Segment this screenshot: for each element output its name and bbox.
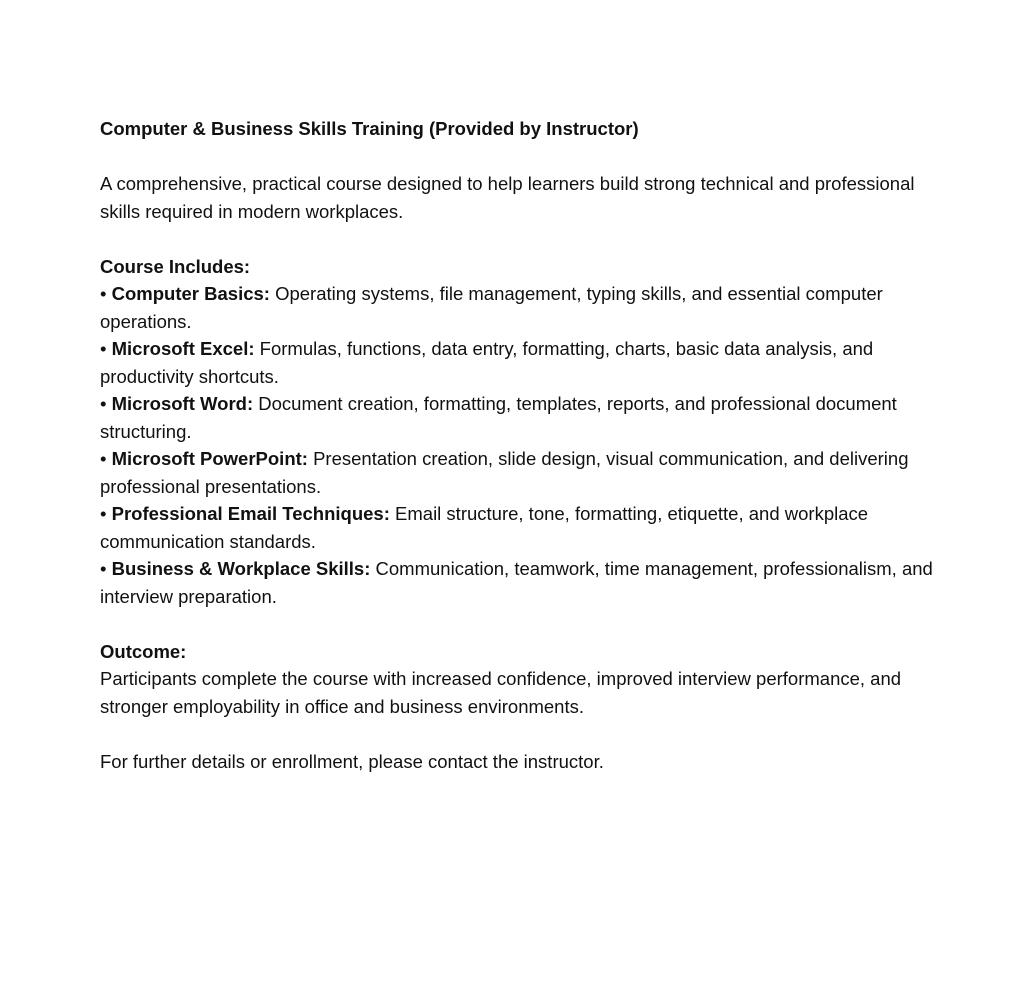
list-item-description: Presentation creation, slide design, visual communication, and delivering professional presentations.: [100, 448, 909, 497]
list-item-description: Communication, teamwork, time management, professionalism, and interview preparation.: [100, 558, 933, 607]
list-item: [100, 555, 945, 610]
course-includes-heading: Course Includes:: [100, 255, 251, 277]
list-item-title: Microsoft Excel:: [111, 338, 255, 359]
list-item-description: Email structure, tone, formatting, etiquette, and workplace communication standards.: [100, 503, 869, 552]
spacer: [100, 610, 945, 638]
bullet-icon: •: [100, 558, 107, 579]
course-includes-list: [100, 280, 945, 610]
list-item-title: Computer Basics:: [111, 283, 270, 304]
contact-note: For further details or enrollment, please contact the instructor.: [100, 750, 604, 772]
list-item-description: Operating systems, file management, typing skills, and essential computer operations.: [100, 283, 883, 332]
list-item-title: Professional Email Techniques:: [111, 503, 390, 524]
list-item-description: Formulas, functions, data entry, formatting, charts, basic data analysis, and productivity shortcuts.: [100, 338, 874, 387]
list-item-title: Business & Workplace Skills:: [111, 558, 371, 579]
bullet-icon: •: [100, 448, 107, 469]
list-item-description: Document creation, formatting, templates, reports, and professional document structuring.: [100, 393, 897, 442]
intro-paragraph: A comprehensive, practical course designed to help learners build strong technical and professional skills required in modern workplaces.: [100, 173, 915, 222]
list-item: [100, 500, 945, 555]
document-title: Computer & Business Skills Training (Provided by Instructor): [100, 118, 639, 139]
bullet-icon: •: [100, 283, 107, 304]
list-item: [100, 445, 945, 500]
bullet-icon: •: [100, 338, 107, 359]
list-item: [100, 390, 945, 445]
bullet-icon: •: [100, 393, 107, 414]
list-item: [100, 335, 945, 390]
outcome-heading: Outcome:: [100, 640, 187, 662]
outcome-paragraph: Participants complete the course with increased confidence, improved interview performance, and stronger employability in office and business environments.: [100, 668, 902, 717]
spacer: [100, 143, 945, 171]
list-item-title: Microsoft Word:: [111, 393, 254, 414]
bullet-icon: •: [100, 503, 107, 524]
list-item: [100, 280, 945, 335]
spacer: [100, 225, 945, 253]
document-page: [100, 115, 945, 775]
list-item-title: Microsoft PowerPoint:: [111, 448, 308, 469]
spacer: [100, 720, 945, 748]
